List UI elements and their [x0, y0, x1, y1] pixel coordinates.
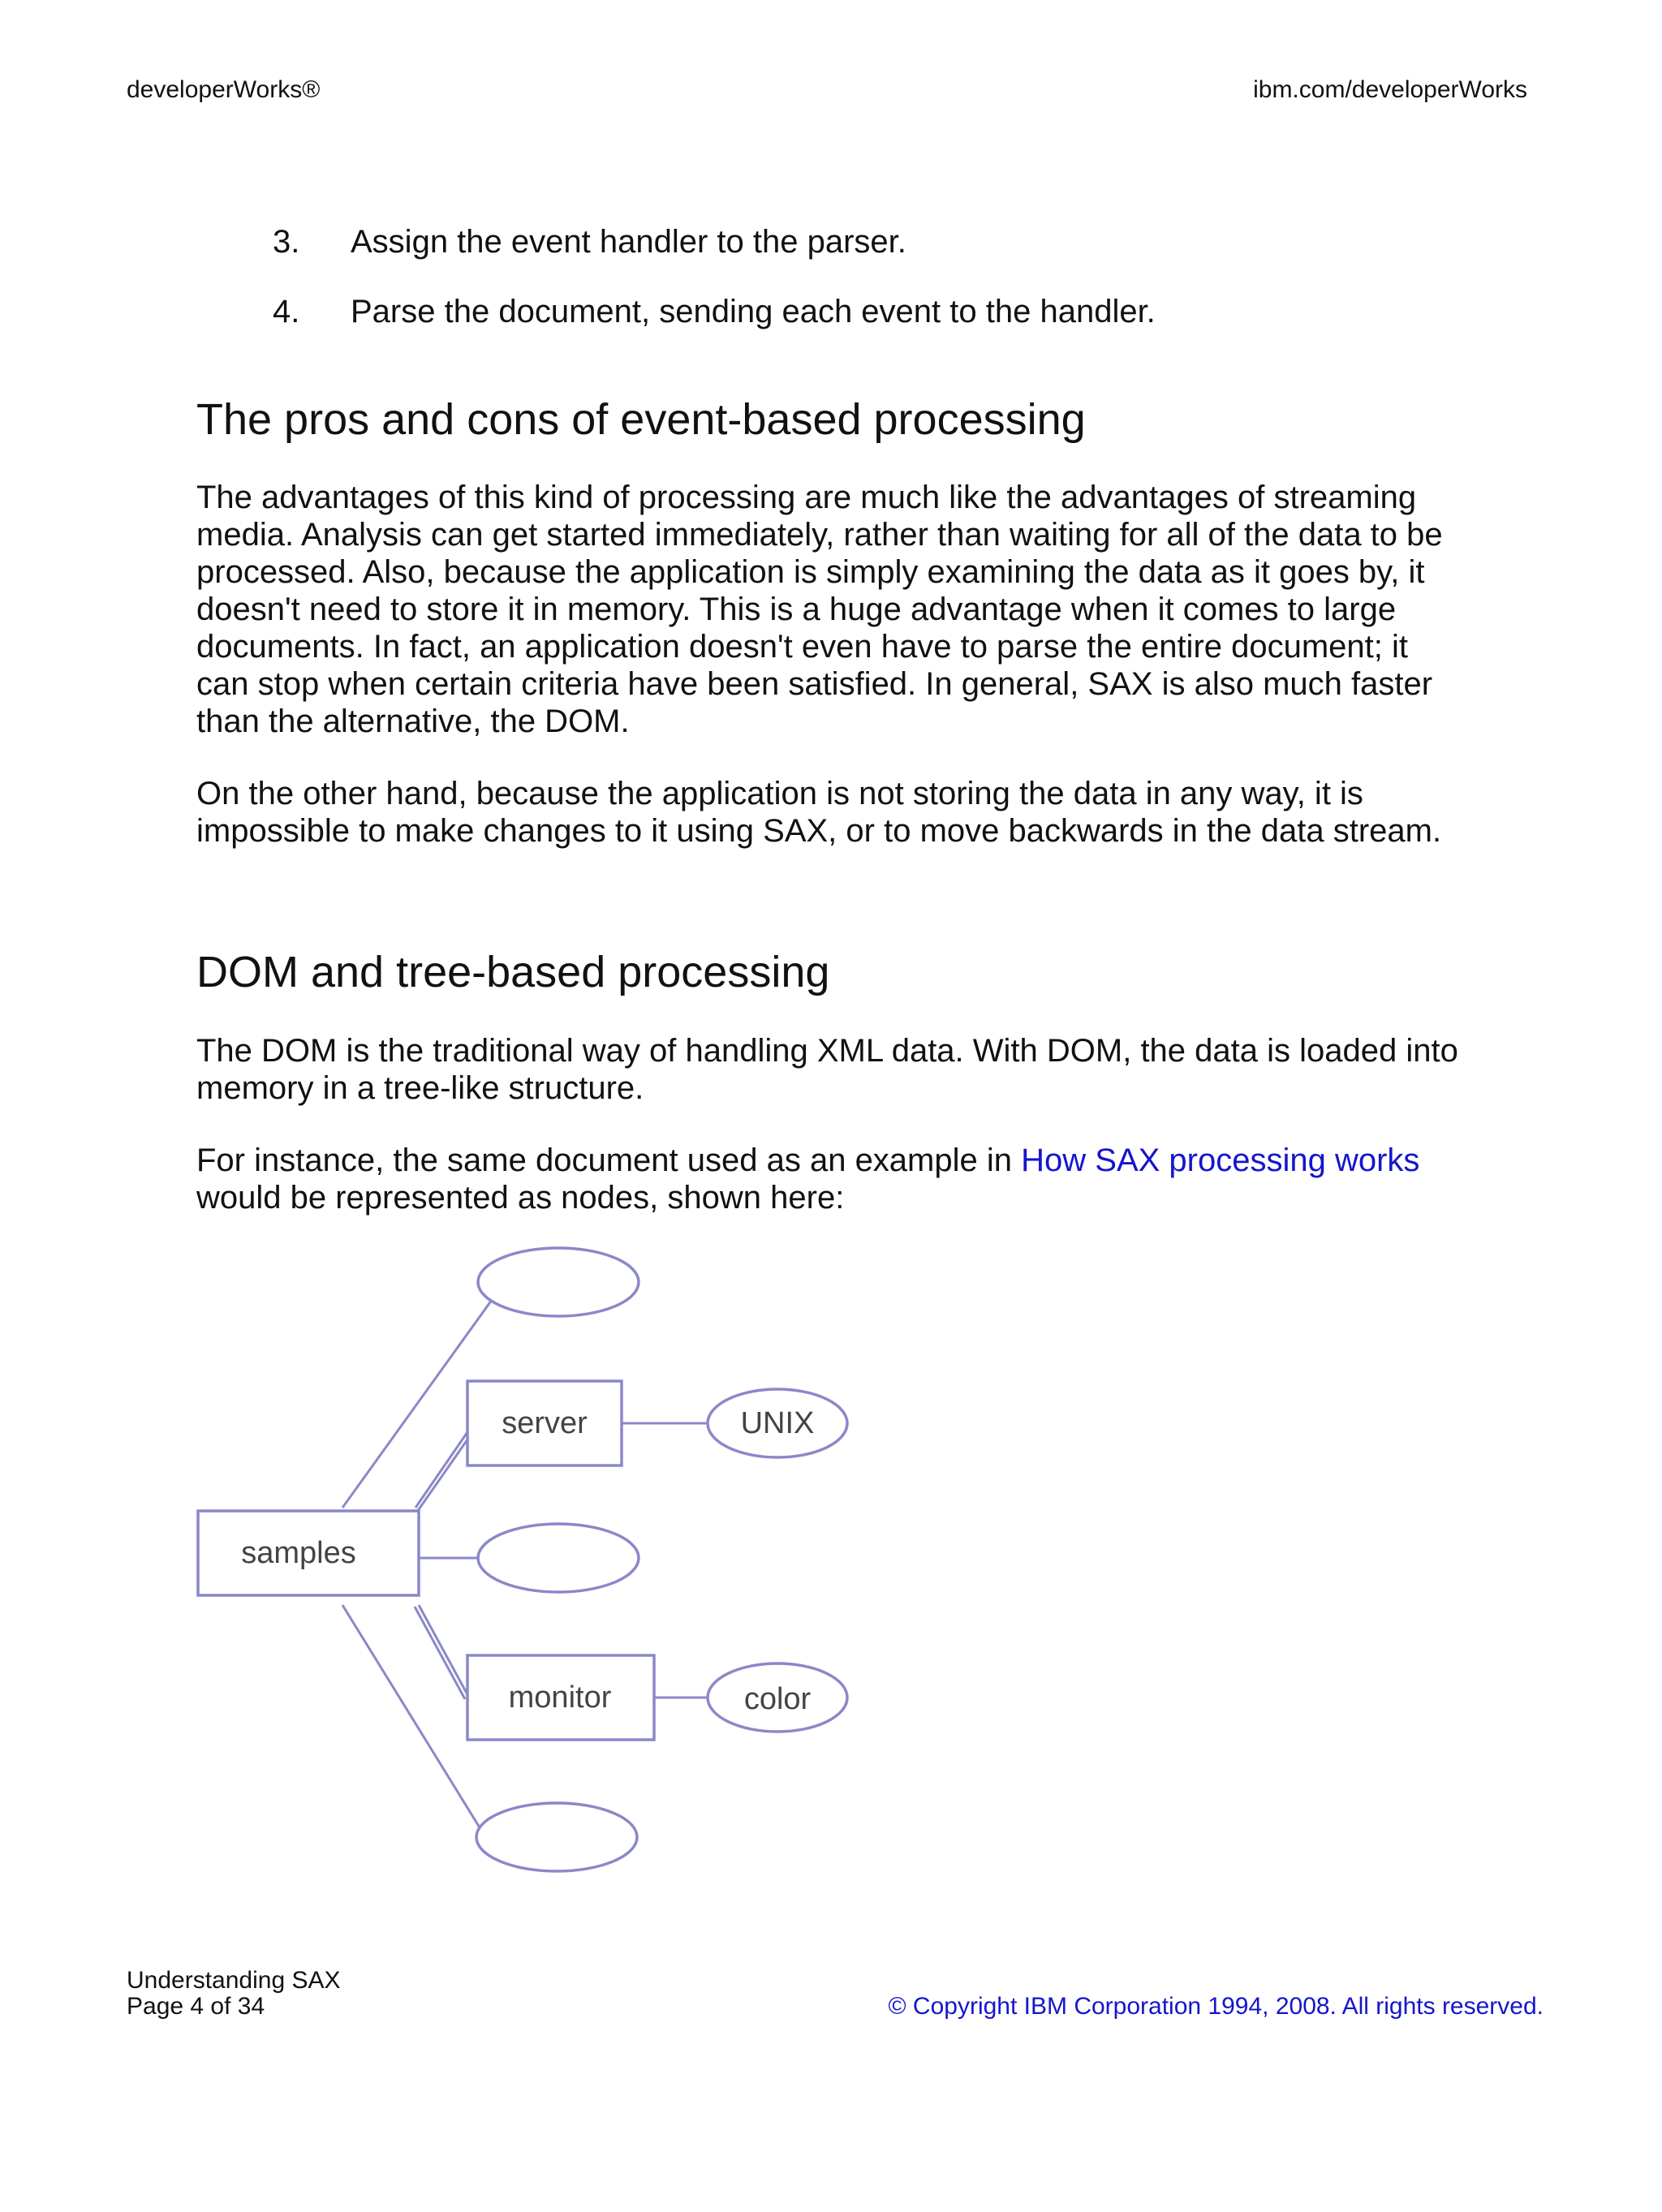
paragraph-dom-example	[196, 1142, 1462, 1216]
empty-node-ellipse	[476, 1803, 637, 1871]
list-item	[273, 294, 1156, 330]
section-heading-dom: DOM and tree-based processing	[196, 948, 830, 996]
section-heading-pros-cons: The pros and cons of event-based processing	[196, 395, 1086, 444]
connector-line	[417, 1431, 473, 1512]
list-item-number: 4.	[273, 294, 300, 329]
list-item-text: Assign the event handler to the parser.	[351, 224, 906, 260]
empty-node-ellipse	[478, 1248, 639, 1316]
footer-document-title: Understanding SAX	[127, 1967, 341, 1994]
paragraph-disadvantages: On the other hand, because the application is not storing the data in any way, it is impossible to make changes to it using SAX, or to move backwards in the data stream.	[196, 776, 1442, 849]
list-item-text: Parse the document, sending each event to the handler.	[351, 294, 1156, 329]
node-label-server: server	[502, 1406, 588, 1440]
connector-line	[419, 1605, 469, 1698]
paragraph-text: For instance, the same document used as an example in	[196, 1143, 1022, 1178]
paragraph-advantages: The advantages of this kind of processing are much like the advantages of streaming media. Analysis can get started immediately, rather than waiting for all of the data to be processed. Also, because the application is simply examining the data as it goes by, it doesn't need to store it in memory. This is a huge advantage when it comes to large documents. In fact, an application doesn't even have to parse the entire document; it can stop when certain criteria have been satisfied. In general, SAX is also much faster than the alternative, the DOM.	[196, 480, 1443, 739]
connector-line	[415, 1607, 465, 1699]
node-label-unix: UNIX	[740, 1406, 815, 1440]
header-brand: developerWorks®	[127, 76, 321, 103]
empty-node-ellipse	[478, 1524, 639, 1592]
dom-tree-diagram	[188, 1242, 886, 1895]
list-item	[273, 224, 906, 260]
footer-page-number: Page 4 of 34	[127, 1993, 265, 2020]
header-site-url[interactable]: ibm.com/developerWorks	[1253, 76, 1527, 103]
list-item-number: 3.	[273, 224, 300, 260]
node-label-color: color	[743, 1682, 812, 1716]
connector-line	[416, 1430, 469, 1508]
node-label-samples: samples	[241, 1536, 356, 1570]
paragraph-text: would be represented as nodes, shown here:	[196, 1180, 845, 1216]
node-label-monitor: monitor	[508, 1681, 612, 1715]
paragraph-dom-intro: The DOM is the traditional way of handling XML data. With DOM, the data is loaded into memory in a tree-like structure.	[196, 1033, 1458, 1106]
footer-copyright-link[interactable]: © Copyright IBM Corporation 1994, 2008. All rights reserved.	[888, 1993, 1544, 2020]
how-sax-processing-works-link[interactable]: How SAX processing works	[1021, 1143, 1420, 1178]
